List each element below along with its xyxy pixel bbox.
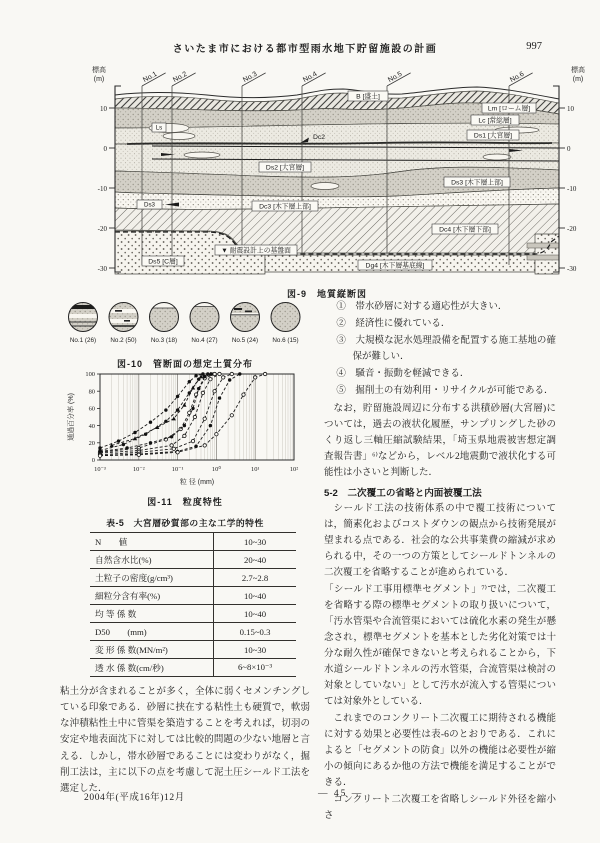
svg-text:No.6: No.6 [509, 70, 526, 85]
svg-text:Ls: Ls [155, 124, 163, 132]
svg-text:Dg4 [木下層基底線]: Dg4 [木下層基底線] [365, 262, 425, 270]
table-row [90, 587, 296, 605]
right-stripe-band [527, 243, 559, 248]
svg-text:No.2: No.2 [172, 70, 189, 85]
table-5-engineering-properties [90, 532, 296, 677]
data-point [238, 372, 241, 375]
property-value: 10~40 [244, 608, 267, 619]
data-point [170, 435, 173, 438]
svg-text:標高: 標高 [92, 67, 106, 74]
white-lens [311, 183, 339, 190]
paragraph-continuation: コンクリート二次覆工を省略しシールド外径を縮小さ [324, 794, 556, 821]
data-point [122, 443, 125, 446]
table-row [90, 605, 296, 623]
x-tick-label: 10⁻² [132, 466, 145, 473]
two-column-body [60, 300, 556, 826]
data-point [188, 411, 191, 414]
footer-date: 2004年(平成16年)12月 [84, 793, 185, 803]
figure-11-grain-size-chart [60, 370, 310, 508]
figure-10-soil-circles [60, 300, 310, 370]
data-point [203, 375, 206, 378]
property-value: 10~40 [244, 590, 267, 601]
table-row [90, 551, 296, 569]
white-lens [184, 152, 220, 158]
svg-text:0: 0 [103, 145, 107, 153]
paragraph-standard-segment: 「シールド工事用標準セグメント」⁷⁾では，二次覆工を省略する際の標準セグメントの取り扱いについて，「汚水管渠や合流管渠においては硫化水素の発生が懸念され，標準セグメントを基本とした劣化対策では十分な耐久性が確保できないと考えられることから，下水道シールドトンネルの汚水管渠，合流管渠は検討の対象としていない」として汚水が流入する管渠については対象外としている． [324, 585, 556, 707]
svg-text:Ds3 [木下層上部]: Ds3 [木下層上部] [451, 179, 503, 187]
data-point [228, 378, 231, 381]
left-column-paragraph: 粘土分が含まれることが多く，全体に弱くセメンチングしている印象である．砂層に挟在する粘性土も硬質で，軟弱な沖積粘性土中に管渠を築造することを考えれば，切羽の安定や地表面沈下に対しては比較的問題の少ない地層と言える．しかし，帯水砂層であることには変わりがなく，掘削工法は，主に以下の点を考慮して泥土圧シールド工法を選定した． [60, 687, 310, 794]
property-value: 6~8×10⁻³ [237, 662, 273, 672]
data-point [182, 403, 186, 407]
svg-text:▼ 耐震設計上の基盤面: ▼ 耐震設計上の基盤面 [221, 247, 291, 255]
table-row [90, 659, 296, 677]
svg-text:(m): (m) [93, 76, 105, 83]
svg-text:No.3 (18): No.3 (18) [150, 337, 178, 344]
figure-9-geological-section [57, 58, 597, 300]
figure-11-caption: 図-11 粒度特性 [147, 497, 223, 507]
data-point [218, 396, 221, 399]
paragraph-shield-lining: シールド工法の技術体系の中で覆工技術については，簡素化およびコストダウンの観点から技術発展が望まれる点である．社会的な公共事業費の縮減が求められる中，その一つの方策としてシールドトンネルの二次覆工を省略することが進められている． [324, 504, 556, 579]
data-point [215, 433, 218, 436]
property-name: D50 (mm) [90, 623, 214, 641]
x-tick-label: 10² [289, 466, 299, 473]
grain-size-plot-svg [64, 370, 306, 488]
data-point [213, 390, 216, 393]
data-point [98, 450, 101, 453]
data-point [125, 446, 128, 449]
data-point [193, 415, 196, 418]
data-point [170, 444, 173, 447]
property-name: N 値 [90, 533, 214, 551]
svg-text:B [盛土]: B [盛土] [356, 93, 380, 101]
data-point [188, 391, 191, 394]
property-name: 自然含水比(%) [90, 551, 214, 569]
property-name: 土粒子の密度(g/cm³) [90, 569, 214, 587]
right-column [324, 300, 556, 826]
grain-curve [112, 374, 211, 445]
data-point [98, 454, 101, 457]
data-point [137, 453, 140, 456]
svg-text:Dc4 [木下層下部]: Dc4 [木下層下部] [439, 226, 491, 234]
page-header [60, 40, 550, 56]
data-point [183, 424, 186, 427]
x-tick-label: 10⁻³ [94, 466, 106, 473]
table-row [90, 569, 296, 587]
grain-curve [100, 374, 203, 448]
borehole-label-no2 [169, 67, 196, 86]
data-point [133, 431, 136, 434]
svg-text:No.6 (15): No.6 (15) [272, 337, 299, 344]
svg-text:No.2 (50): No.2 (50) [110, 337, 137, 344]
data-point [117, 439, 120, 442]
list-item-1: ① 帯水砂層に対する適応性が大きい． [336, 302, 508, 312]
data-point [203, 417, 206, 420]
borehole-label-no3 [239, 67, 266, 86]
svg-text:標高: 標高 [571, 67, 585, 74]
table-5-caption: 表-5 大宮層砂質部の主な工学的特性 [106, 518, 264, 528]
y-tick-label: 40 [88, 422, 95, 430]
soil-circles-svg [64, 300, 306, 350]
grain-curve [100, 374, 240, 456]
svg-text:-20: -20 [567, 225, 577, 233]
right-stripe-band [527, 255, 559, 260]
table-row [90, 641, 296, 659]
property-value: 10~30 [244, 536, 267, 547]
data-point [209, 378, 212, 381]
svg-text:Ds2 [大宮層]: Ds2 [大宮層] [265, 164, 305, 172]
data-point [194, 374, 197, 377]
geological-cross-section-svg [57, 58, 597, 280]
svg-text:Dc2: Dc2 [312, 134, 326, 141]
svg-text:No.5: No.5 [387, 70, 404, 85]
svg-text:Ds3: Ds3 [143, 201, 156, 209]
borehole-label-no5 [384, 67, 411, 86]
data-point [218, 372, 221, 375]
svg-text:-30: -30 [567, 265, 577, 273]
data-point [176, 408, 179, 411]
svg-text:-20: -20 [97, 225, 107, 233]
data-point [222, 376, 225, 379]
svg-text:10: 10 [100, 105, 107, 113]
property-name: 細粒分含有率(%) [90, 587, 214, 605]
page-number: 997 [526, 41, 542, 52]
data-point [183, 434, 186, 437]
x-tick-label: 10⁻¹ [171, 466, 184, 473]
y-tick-label: 0 [91, 457, 95, 465]
data-point [164, 408, 167, 411]
page-footer [60, 789, 556, 805]
data-point [254, 376, 257, 379]
y-tick-label: 20 [88, 440, 95, 447]
y-tick-label: 60 [88, 405, 95, 413]
svg-text:Ds5 [C層]: Ds5 [C層] [148, 258, 178, 266]
data-point [197, 387, 200, 390]
grain-curve [100, 374, 208, 451]
data-point [209, 424, 212, 427]
list-item-2: ② 経済性に優れている． [336, 318, 451, 329]
data-point [201, 391, 204, 394]
left-column [60, 300, 310, 826]
svg-text:No.3: No.3 [242, 70, 259, 85]
paragraph-secondary-lining-function: これまでのコンクリート二次覆工に期待される機能に対する効果と必要性は表-6のとおりである．これによると「セグメントの防食」以外の機能は必要性が縮小の傾向にあるか他の方法で機能を満足することができる． [324, 713, 556, 788]
svg-text:No.1: No.1 [142, 70, 159, 85]
data-point [242, 393, 245, 396]
x-tick-label: 10⁰ [211, 466, 221, 473]
data-point [172, 447, 175, 450]
borehole-label-no4 [299, 67, 326, 86]
svg-text:-10: -10 [97, 185, 107, 193]
y-axis-label: 通過百分率 (%) [68, 393, 75, 441]
white-lens [163, 133, 195, 140]
table-row [90, 533, 296, 551]
data-point [149, 421, 152, 424]
svg-text:0: 0 [567, 145, 571, 153]
svg-text:No.4: No.4 [302, 70, 319, 85]
svg-text:No.5 (24): No.5 (24) [231, 337, 259, 344]
figure-9-caption: 図-9 地質縦断図 [286, 289, 367, 299]
property-value: 20~40 [244, 554, 267, 565]
svg-text:-30: -30 [97, 265, 107, 273]
property-name: 変 形 係 数(MN/m²) [90, 641, 214, 659]
list-item-5: ⑤ 掘削土の有効利用・リサイクルが可能である． [336, 385, 554, 396]
data-point [203, 444, 206, 447]
y-tick-label: 100 [85, 371, 95, 379]
advantage-list [324, 300, 556, 400]
data-point [188, 380, 191, 383]
x-axis-label: 粒 径 (mm) [179, 479, 215, 486]
data-point [191, 439, 194, 442]
data-point [213, 372, 216, 375]
svg-text:No.1 (26): No.1 (26) [69, 337, 97, 344]
y-tick-label: 80 [88, 388, 95, 396]
data-point [210, 372, 213, 375]
data-point [230, 372, 233, 375]
svg-text:10: 10 [567, 105, 574, 113]
white-lens [483, 154, 511, 160]
paper-title: さいたま市における都市型雨水地下貯留施設の計画 [172, 44, 438, 55]
section-heading-5-2: 5-2 二次覆工の省略と内面被覆工法 [324, 488, 482, 500]
svg-text:Dc3 [木下層上部]: Dc3 [木下層上部] [259, 203, 311, 211]
list-item-4: ④ 騒音・振動を軽減できる． [336, 368, 470, 379]
list-item-3: ③ 大規模な泥水処理設備を配置する施工基地の確保が難しい． [336, 335, 556, 362]
data-point [176, 451, 179, 454]
property-value: 0.15~0.3 [239, 626, 271, 637]
borehole-label-no1 [139, 67, 166, 86]
footer-page-number: — 45 — [318, 789, 364, 799]
property-value: 2.7~2.8 [241, 572, 269, 583]
property-name: 透 水 係 数(cm/秒) [90, 659, 214, 677]
figure-10-caption: 図-10 管断面の想定土質分布 [116, 359, 253, 369]
svg-text:Ds1 [大宮層]: Ds1 [大宮層] [473, 132, 513, 140]
borehole-label-no6 [506, 67, 533, 86]
svg-text:No.4 (27): No.4 (27) [191, 337, 218, 344]
data-point [191, 407, 194, 410]
table-row [90, 623, 296, 641]
data-point [230, 414, 233, 417]
property-value: 10~30 [244, 644, 267, 655]
data-point [263, 372, 266, 375]
paragraph-liquefaction: なお，貯留施設周辺に分布する洪積砂層(大宮層)については，過去の液状化履歴，サンプリングした砂のくり返し三軸圧縮試験結果，「埼玉県地震被害想定調査報告書」⁶⁾などから，レベル2地震動で液状化する可能性は小さいと判断した． [324, 403, 556, 478]
data-point [176, 395, 179, 398]
svg-text:Lc [常総層]: Lc [常総層] [478, 117, 512, 125]
svg-text:(m): (m) [572, 76, 584, 83]
svg-text:-10: -10 [567, 185, 577, 193]
svg-text:Lm [ローム層]: Lm [ローム層] [487, 105, 531, 113]
data-point [149, 441, 152, 444]
layer-right-corner [535, 234, 559, 274]
property-name: 均 等 係 数 [90, 605, 214, 623]
x-tick-label: 10¹ [251, 466, 260, 473]
